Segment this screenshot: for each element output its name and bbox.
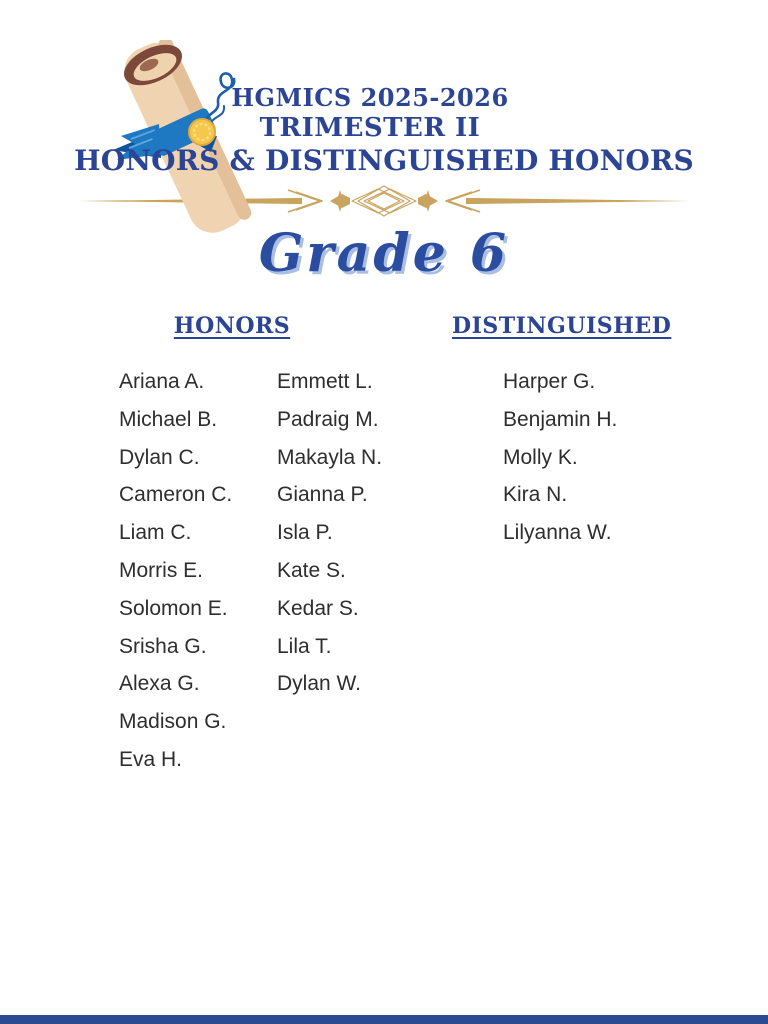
distinguished-name-column (503, 363, 617, 552)
student-name: Eva H. (119, 747, 183, 771)
student-name: Ariana A. (119, 370, 205, 393)
grade-title: Grade 6 (258, 223, 510, 284)
school-year-title: HGMICS 2025-2026 (231, 83, 509, 112)
student-name: Morris E. (119, 558, 203, 582)
student-name: Kate S. (277, 558, 346, 582)
student-name: Alexa G. (119, 672, 200, 696)
student-name: Emmett L. (277, 370, 373, 393)
student-name: Srisha G. (119, 634, 207, 658)
honors-name-column-2 (277, 363, 382, 703)
student-name: Molly K. (503, 445, 578, 469)
student-name: Kedar S. (277, 596, 359, 620)
student-name: Kira N. (503, 483, 568, 507)
distinguished-section-heading: DISTINGUISHED (452, 313, 672, 339)
student-name: Harper G. (503, 370, 596, 393)
header-title-block (0, 82, 768, 177)
honors-section-heading: HONORS (173, 313, 291, 339)
student-name: Liam C. (119, 521, 192, 545)
honors-name-column-1 (119, 363, 232, 779)
student-name: Cameron C. (119, 483, 233, 507)
student-name: Isla P. (277, 521, 333, 545)
student-name: Makayla N. (277, 445, 383, 469)
student-name: Benjamin H. (503, 407, 618, 431)
student-name: Madison G. (119, 710, 227, 734)
honors-banner-title: HONORS & DISTINGUISHED HONORS (74, 144, 694, 177)
student-name: Gianna P. (277, 483, 368, 507)
student-name: Dylan W. (277, 672, 362, 696)
student-name: Michael B. (119, 407, 218, 431)
footer-accent-bar (0, 1015, 768, 1024)
trimester-title: TRIMESTER II (259, 113, 481, 143)
student-name: Padraig M. (277, 407, 379, 431)
student-name: Lila T. (277, 634, 332, 658)
student-name: Solomon E. (119, 596, 228, 620)
student-name: Dylan C. (119, 445, 200, 469)
student-name: Lilyanna W. (503, 521, 612, 545)
